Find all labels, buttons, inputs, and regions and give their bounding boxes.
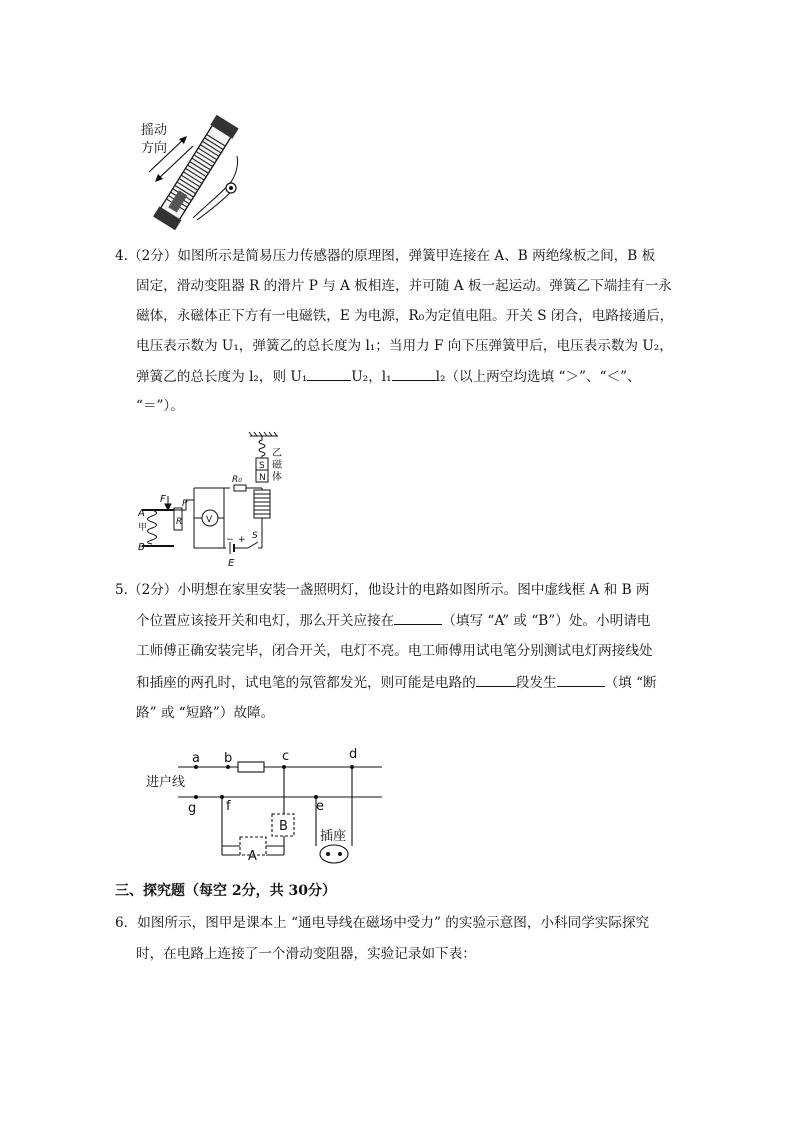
q5-answer-blank-1[interactable] (394, 610, 442, 625)
pressure-label-R0: R₀ (232, 475, 242, 485)
pressure-label-ti: 体 (272, 472, 282, 483)
q4-line-2: 固定，滑动变阻器 R 的滑片 P 与 A 板相连，并可随 A 板一起运动。弹簧乙下端挂有一永 (136, 278, 672, 294)
box-B-label: B (279, 819, 288, 834)
pressure-label-B: B (138, 542, 145, 553)
incoming-line-label: 进户线 (146, 775, 186, 790)
q5-line-3: 工师傅正确安装完毕，闭合开关，电灯不亮。电工师傅用试电笔分别测试电灯两接线处 (136, 643, 653, 659)
pressure-label-jia: 甲 (138, 523, 148, 533)
node-c: c (282, 749, 290, 764)
q5-line-4c: （填 “断 (604, 675, 657, 691)
q4-line-4: 电压表示数为 U₁，弹簧乙的总长度为 l₁；当用力 F 向下压弹簧甲后，电压表示数为 U₂， (136, 338, 673, 354)
q4-line-1: 4.（2分）如图所示是简易压力传感器的原理图，弹簧甲连接在 A、B 两绝缘板之间，B 板 (115, 248, 656, 264)
pressure-label-S-switch: S (252, 531, 258, 541)
q5-line-1: 5.（2分）小明想在家里安装一盏照明灯，他设计的电路如图所示。图中虚线框 A 和 B 两 (115, 582, 650, 598)
q4-answer-blank-1[interactable] (307, 366, 351, 381)
pressure-label-P: P (182, 499, 188, 509)
pressure-label-V: V (206, 515, 213, 525)
q5-answer-blank-2[interactable] (476, 672, 516, 687)
node-e: e (316, 799, 324, 814)
node-g: g (188, 801, 197, 816)
q4-line-6: “＝”）。 (136, 398, 184, 414)
node-b: b (224, 751, 233, 766)
node-f: f (226, 799, 231, 814)
q5-line-4a: 和插座的两孔时，试电笔的氖管都发光，则可能是电路的 (136, 675, 476, 691)
box-A-label: A (248, 849, 257, 864)
section-3-title: 三、探究题（每空 2分，共 30分） (115, 883, 336, 899)
pressure-label-S-pole: S (259, 461, 265, 471)
household-circuit-figure (140, 740, 390, 872)
q5-line-5: 路” 或 “短路”）故障。 (136, 705, 275, 721)
q4-line-5c: l₂（以上两空均选填 “＞”、“＜”、 (435, 369, 641, 385)
torch-label-line1: 摇动 (141, 123, 168, 138)
node-a: a (192, 751, 200, 766)
pressure-label-yi: 乙 (272, 448, 282, 459)
q5-line-2 (136, 610, 650, 631)
pressure-sensor-figure (138, 430, 298, 570)
q4-line-5b: U₂，l₁ (351, 369, 392, 385)
torch-label-line2: 方向 (141, 141, 168, 156)
pressure-label-R: R (176, 517, 183, 527)
q6-line-1: 6．如图所示，图甲是课本上 “通电导线在磁场中受力” 的实验示意图，小科同学实际探究 (115, 915, 650, 931)
torch-figure (135, 110, 255, 232)
node-d: d (349, 747, 358, 762)
q5-line-2b: （填写 “A” 或 “B”）处。小明请电 (442, 613, 651, 629)
pressure-label-N-pole: N (259, 473, 266, 483)
socket-label: 插座 (320, 829, 347, 844)
q5-answer-blank-3[interactable] (557, 672, 605, 687)
q4-line-5 (136, 366, 641, 387)
pressure-label-F: F (160, 494, 166, 505)
q6-line-2: 时，在电路上连接了一个滑动变阻器，实验记录如下表： (136, 946, 476, 962)
q5-line-2a: 个位置应该接开关和电灯，那么开关应接在 (136, 613, 395, 629)
q4-line-5a: 弹簧乙的总长度为 l₂，则 U₁ (136, 369, 308, 385)
pressure-label-A: A (138, 508, 145, 519)
pressure-label-E: E (228, 558, 235, 569)
pressure-label-ci: 磁 (272, 460, 282, 471)
q4-line-3: 磁体，永磁体正下方有一电磁铁，E 为电源，R₀为定值电阻。开关 S 闭合，电路接通后， (136, 308, 674, 324)
q5-line-4b: 段发生 (515, 675, 557, 691)
pressure-label-minus: − (226, 535, 234, 545)
pressure-label-plus: + (238, 535, 246, 545)
q4-answer-blank-2[interactable] (392, 366, 436, 381)
q5-line-4 (136, 672, 657, 693)
